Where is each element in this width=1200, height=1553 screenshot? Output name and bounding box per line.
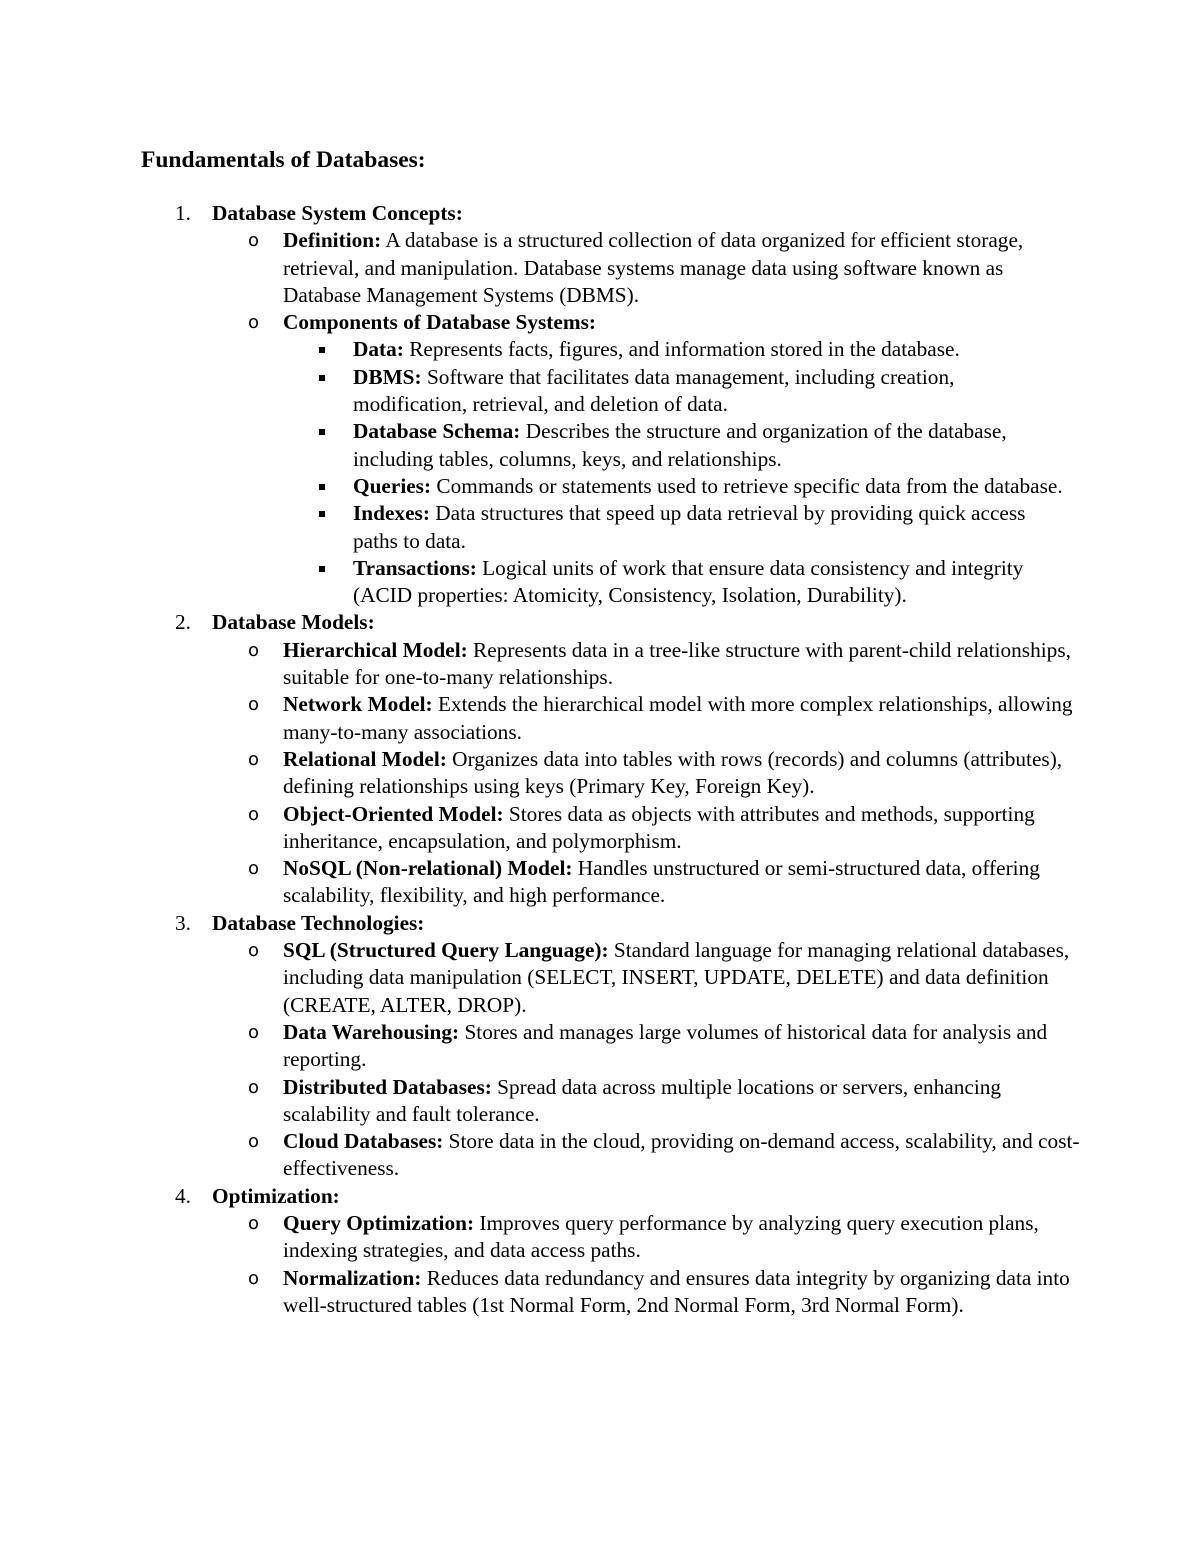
item-text — [248, 691, 1083, 746]
sub-list-item — [0, 418, 1073, 473]
sub-list-item — [0, 473, 1073, 500]
section-heading — [175, 609, 1072, 636]
list-item — [0, 855, 1083, 910]
circle-bullet-icon: o — [248, 748, 260, 770]
sub-item-text — [353, 364, 1073, 419]
section-heading — [175, 910, 1072, 937]
item-text — [248, 227, 1083, 309]
circle-bullet-icon: o — [248, 858, 260, 880]
sub-item-term: DBMS: — [353, 364, 422, 389]
item-term: Object-Oriented Model: — [283, 801, 504, 826]
list-item — [0, 1210, 1083, 1265]
item-term: SQL (Structured Query Language): — [283, 938, 609, 963]
list-item — [0, 637, 1083, 692]
list-item — [0, 309, 1083, 609]
item-description: Reduces data redundancy and ensures data integrity by organizing data into well-structured tables (1st Normal Form, 2nd Normal Form, 3rd Normal Form). — [283, 1265, 1070, 1317]
section-title: Database Models: — [212, 610, 375, 635]
item-term: Data Warehousing: — [283, 1019, 460, 1044]
section-title: Database Technologies: — [212, 910, 425, 935]
item-term: Normalization: — [283, 1265, 422, 1290]
item-term: Network Model: — [283, 692, 433, 717]
section-heading — [175, 1183, 1072, 1210]
sub-item-text — [353, 418, 1073, 473]
section-number: 1. — [175, 201, 191, 225]
item-text — [248, 1265, 1083, 1320]
page-title: Fundamentals of Databases: — [141, 147, 426, 173]
item-description: Extends the hierarchical model with more complex relationships, allowing many-to-many associations. — [283, 692, 1073, 744]
item-text — [248, 1210, 1083, 1265]
square-bullet-icon — [319, 511, 325, 517]
sub-item-description: Data structures that speed up data retrieval by providing quick access paths to data. — [353, 501, 1026, 553]
sub-item-text — [353, 555, 1073, 610]
circle-bullet-icon: o — [248, 1131, 260, 1153]
item-term: Definition: — [283, 228, 382, 253]
sub-item-text — [353, 473, 1073, 500]
sub-item-description: Software that facilitates data management, including creation, modification, retrieval, and deletion of data. — [353, 364, 955, 417]
section-number: 3. — [175, 910, 191, 935]
section-item — [0, 1183, 1072, 1319]
sub-item-description: Represents facts, figures, and information stored in the database. — [403, 337, 960, 362]
square-bullet-icon — [319, 429, 325, 435]
item-text — [248, 309, 1083, 336]
item-text — [248, 937, 1083, 1019]
section-item — [0, 200, 1072, 609]
circle-bullet-icon: o — [248, 694, 260, 716]
item-text — [248, 1019, 1083, 1074]
circle-bullet-icon: o — [248, 803, 260, 825]
list-item — [0, 1019, 1083, 1074]
item-list — [212, 637, 1072, 910]
section-item — [0, 910, 1080, 1183]
item-text — [248, 746, 1083, 801]
item-term: Query Optimization: — [283, 1210, 475, 1235]
circle-bullet-icon: o — [248, 1267, 260, 1289]
section-item — [0, 609, 1072, 909]
item-description: Store data in the cloud, providing on-demand access, scalability, and cost-effectiveness. — [283, 1129, 1080, 1181]
section-number: 4. — [175, 1183, 191, 1208]
square-bullet-icon — [319, 375, 325, 381]
list-item — [0, 937, 1083, 1019]
sub-list-item — [0, 500, 1073, 555]
item-description: Stores data as objects with attributes and methods, supporting inheritance, encapsulation, and polymorphism. — [283, 801, 1035, 853]
item-text — [248, 1128, 1083, 1183]
item-term: Hierarchical Model: — [283, 637, 468, 662]
list-item — [0, 1074, 1083, 1129]
item-term: Relational Model: — [283, 746, 447, 771]
item-text — [248, 801, 1083, 856]
item-term: NoSQL (Non-relational) Model: — [283, 856, 573, 881]
section-title: Optimization: — [212, 1183, 340, 1208]
circle-bullet-icon: o — [248, 1212, 260, 1234]
sub-item-description: Logical units of work that ensure data consistency and integrity (ACID properties: Atomicity, Consistency, Isolation, Durability). — [353, 555, 1024, 608]
item-term: Components of Database Systems: — [283, 310, 596, 335]
sub-item-term: Data: — [353, 337, 404, 362]
circle-bullet-icon: o — [248, 1076, 260, 1098]
item-description: Organizes data into tables with rows (records) and columns (attributes), defining relationships using keys (Primary Key, Foreign Key). — [283, 746, 1063, 799]
circle-bullet-icon: o — [248, 639, 260, 661]
sub-item-text — [353, 336, 1073, 363]
item-list — [212, 937, 1080, 1183]
circle-bullet-icon: o — [248, 312, 260, 334]
sub-item-text — [353, 500, 1073, 555]
item-list — [212, 1210, 1072, 1319]
section-number: 2. — [175, 610, 191, 635]
item-text — [248, 855, 1083, 910]
sub-list-item — [0, 364, 1073, 419]
item-description: Spread data across multiple locations or servers, enhancing scalability and fault tolerance. — [283, 1074, 1002, 1126]
list-item — [0, 746, 1083, 801]
item-description: Represents data in a tree-like structure with parent-child relationships, suitable for one-to-many relationships. — [283, 637, 1071, 690]
sub-list-item — [0, 336, 1073, 363]
item-term: Distributed Databases: — [283, 1074, 492, 1099]
sub-item-list — [283, 336, 1083, 609]
item-description: Improves query performance by analyzing query execution plans, indexing strategies, and data access paths. — [283, 1210, 1039, 1263]
list-item — [0, 691, 1083, 746]
sub-list-item — [0, 555, 1073, 610]
sub-item-term: Queries: — [353, 473, 432, 498]
circle-bullet-icon: o — [248, 230, 260, 252]
square-bullet-icon — [319, 484, 325, 490]
section-title: Database System Concepts: — [212, 201, 463, 225]
sub-item-description: Commands or statements used to retrieve specific data from the database. — [431, 473, 1063, 498]
item-description: Stores and manages large volumes of historical data for analysis and reporting. — [283, 1019, 1048, 1072]
item-description: Standard language for managing relational databases, including data manipulation (SELECT, INSERT, UPDATE, DELETE) and data definition (CREATE, ALTER, DROP). — [283, 938, 1070, 1017]
sub-item-term: Indexes: — [353, 501, 430, 526]
sub-item-term: Transactions: — [353, 555, 477, 580]
section-heading — [175, 200, 1072, 227]
list-item — [0, 1128, 1083, 1183]
item-term: Cloud Databases: — [283, 1129, 444, 1154]
list-item — [0, 801, 1083, 856]
sub-item-description: Describes the structure and organization of the database, including tables, columns, keys, and relationships. — [353, 419, 1007, 471]
item-description: Handles unstructured or semi-structured data, offering scalability, flexibility, and high performance. — [283, 856, 1040, 908]
square-bullet-icon — [319, 566, 325, 572]
item-text — [248, 1074, 1083, 1129]
square-bullet-icon — [319, 347, 325, 353]
list-item — [0, 1265, 1083, 1320]
item-list — [212, 227, 1072, 609]
circle-bullet-icon: o — [248, 940, 260, 962]
sub-item-term: Database Schema: — [353, 419, 521, 444]
list-item — [0, 227, 1083, 309]
item-text — [248, 637, 1083, 692]
item-description: A database is a structured collection of data organized for efficient storage, retrieval, and manipulation. Database systems manage data using software known as Database Management Systems (DBMS). — [283, 228, 1024, 307]
circle-bullet-icon: o — [248, 1021, 260, 1043]
section-list — [0, 200, 1200, 1319]
